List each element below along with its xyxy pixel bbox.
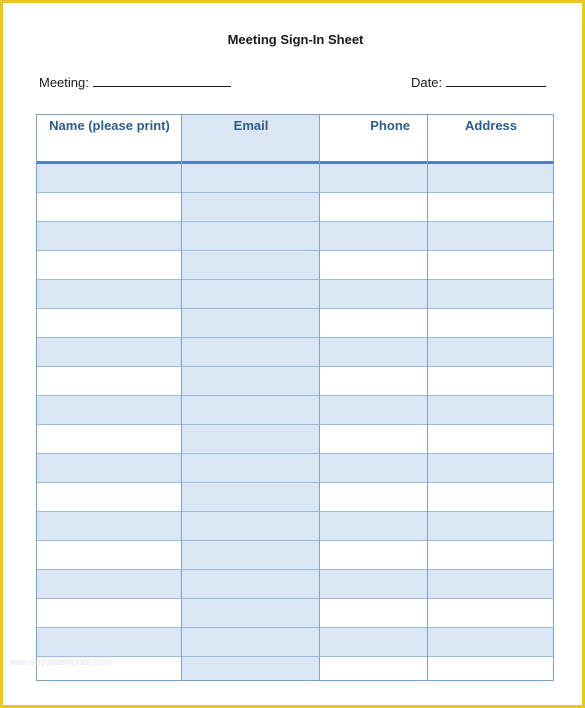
table-row[interactable] xyxy=(37,338,553,367)
email-cell[interactable] xyxy=(182,164,320,192)
table-row[interactable] xyxy=(37,164,553,193)
email-cell[interactable] xyxy=(182,541,320,569)
table-row[interactable] xyxy=(37,512,553,541)
date-field xyxy=(411,74,546,90)
email-cell[interactable] xyxy=(182,280,320,308)
email-cell[interactable] xyxy=(182,367,320,395)
date-label: Date: xyxy=(411,75,443,90)
table-row[interactable] xyxy=(37,628,553,657)
table-row[interactable] xyxy=(37,396,553,425)
table-row[interactable] xyxy=(37,570,553,599)
date-blank-line[interactable] xyxy=(446,74,546,87)
email-cell[interactable] xyxy=(182,570,320,598)
table-row[interactable] xyxy=(37,454,553,483)
table-row[interactable] xyxy=(37,599,553,628)
meeting-label: Meeting: xyxy=(39,75,89,90)
table-row[interactable] xyxy=(37,657,553,680)
column-header-email: Email xyxy=(182,115,320,162)
email-cell[interactable] xyxy=(182,483,320,511)
email-cell[interactable] xyxy=(182,396,320,424)
column-divider xyxy=(427,115,428,680)
email-cell[interactable] xyxy=(182,657,320,680)
table-row[interactable] xyxy=(37,251,553,280)
table-row[interactable] xyxy=(37,367,553,396)
email-cell[interactable] xyxy=(182,251,320,279)
meeting-blank-line[interactable] xyxy=(93,74,231,87)
email-cell[interactable] xyxy=(182,425,320,453)
table-row[interactable] xyxy=(37,193,553,222)
column-header-address: Address xyxy=(464,118,518,133)
meeting-field xyxy=(39,74,231,90)
email-cell[interactable] xyxy=(182,454,320,482)
table-row[interactable] xyxy=(37,425,553,454)
table-row[interactable] xyxy=(37,280,553,309)
column-divider xyxy=(181,115,182,680)
email-cell[interactable] xyxy=(182,222,320,250)
column-header-phone: Phone xyxy=(370,118,410,133)
email-cell[interactable] xyxy=(182,599,320,627)
table-row[interactable] xyxy=(37,483,553,512)
email-cell[interactable] xyxy=(182,628,320,656)
column-header-name: Name (please print) xyxy=(49,118,170,133)
email-cell[interactable] xyxy=(182,309,320,337)
email-cell[interactable] xyxy=(182,193,320,221)
email-cell[interactable] xyxy=(182,338,320,366)
column-divider xyxy=(319,115,320,680)
page-title: Meeting Sign-In Sheet xyxy=(227,32,364,47)
table-row[interactable] xyxy=(37,309,553,338)
table-row[interactable] xyxy=(37,541,553,570)
signin-table xyxy=(36,114,554,681)
table-row[interactable] xyxy=(37,222,553,251)
email-cell[interactable] xyxy=(182,512,320,540)
watermark: www.anyoldtemplate.com xyxy=(9,657,112,667)
